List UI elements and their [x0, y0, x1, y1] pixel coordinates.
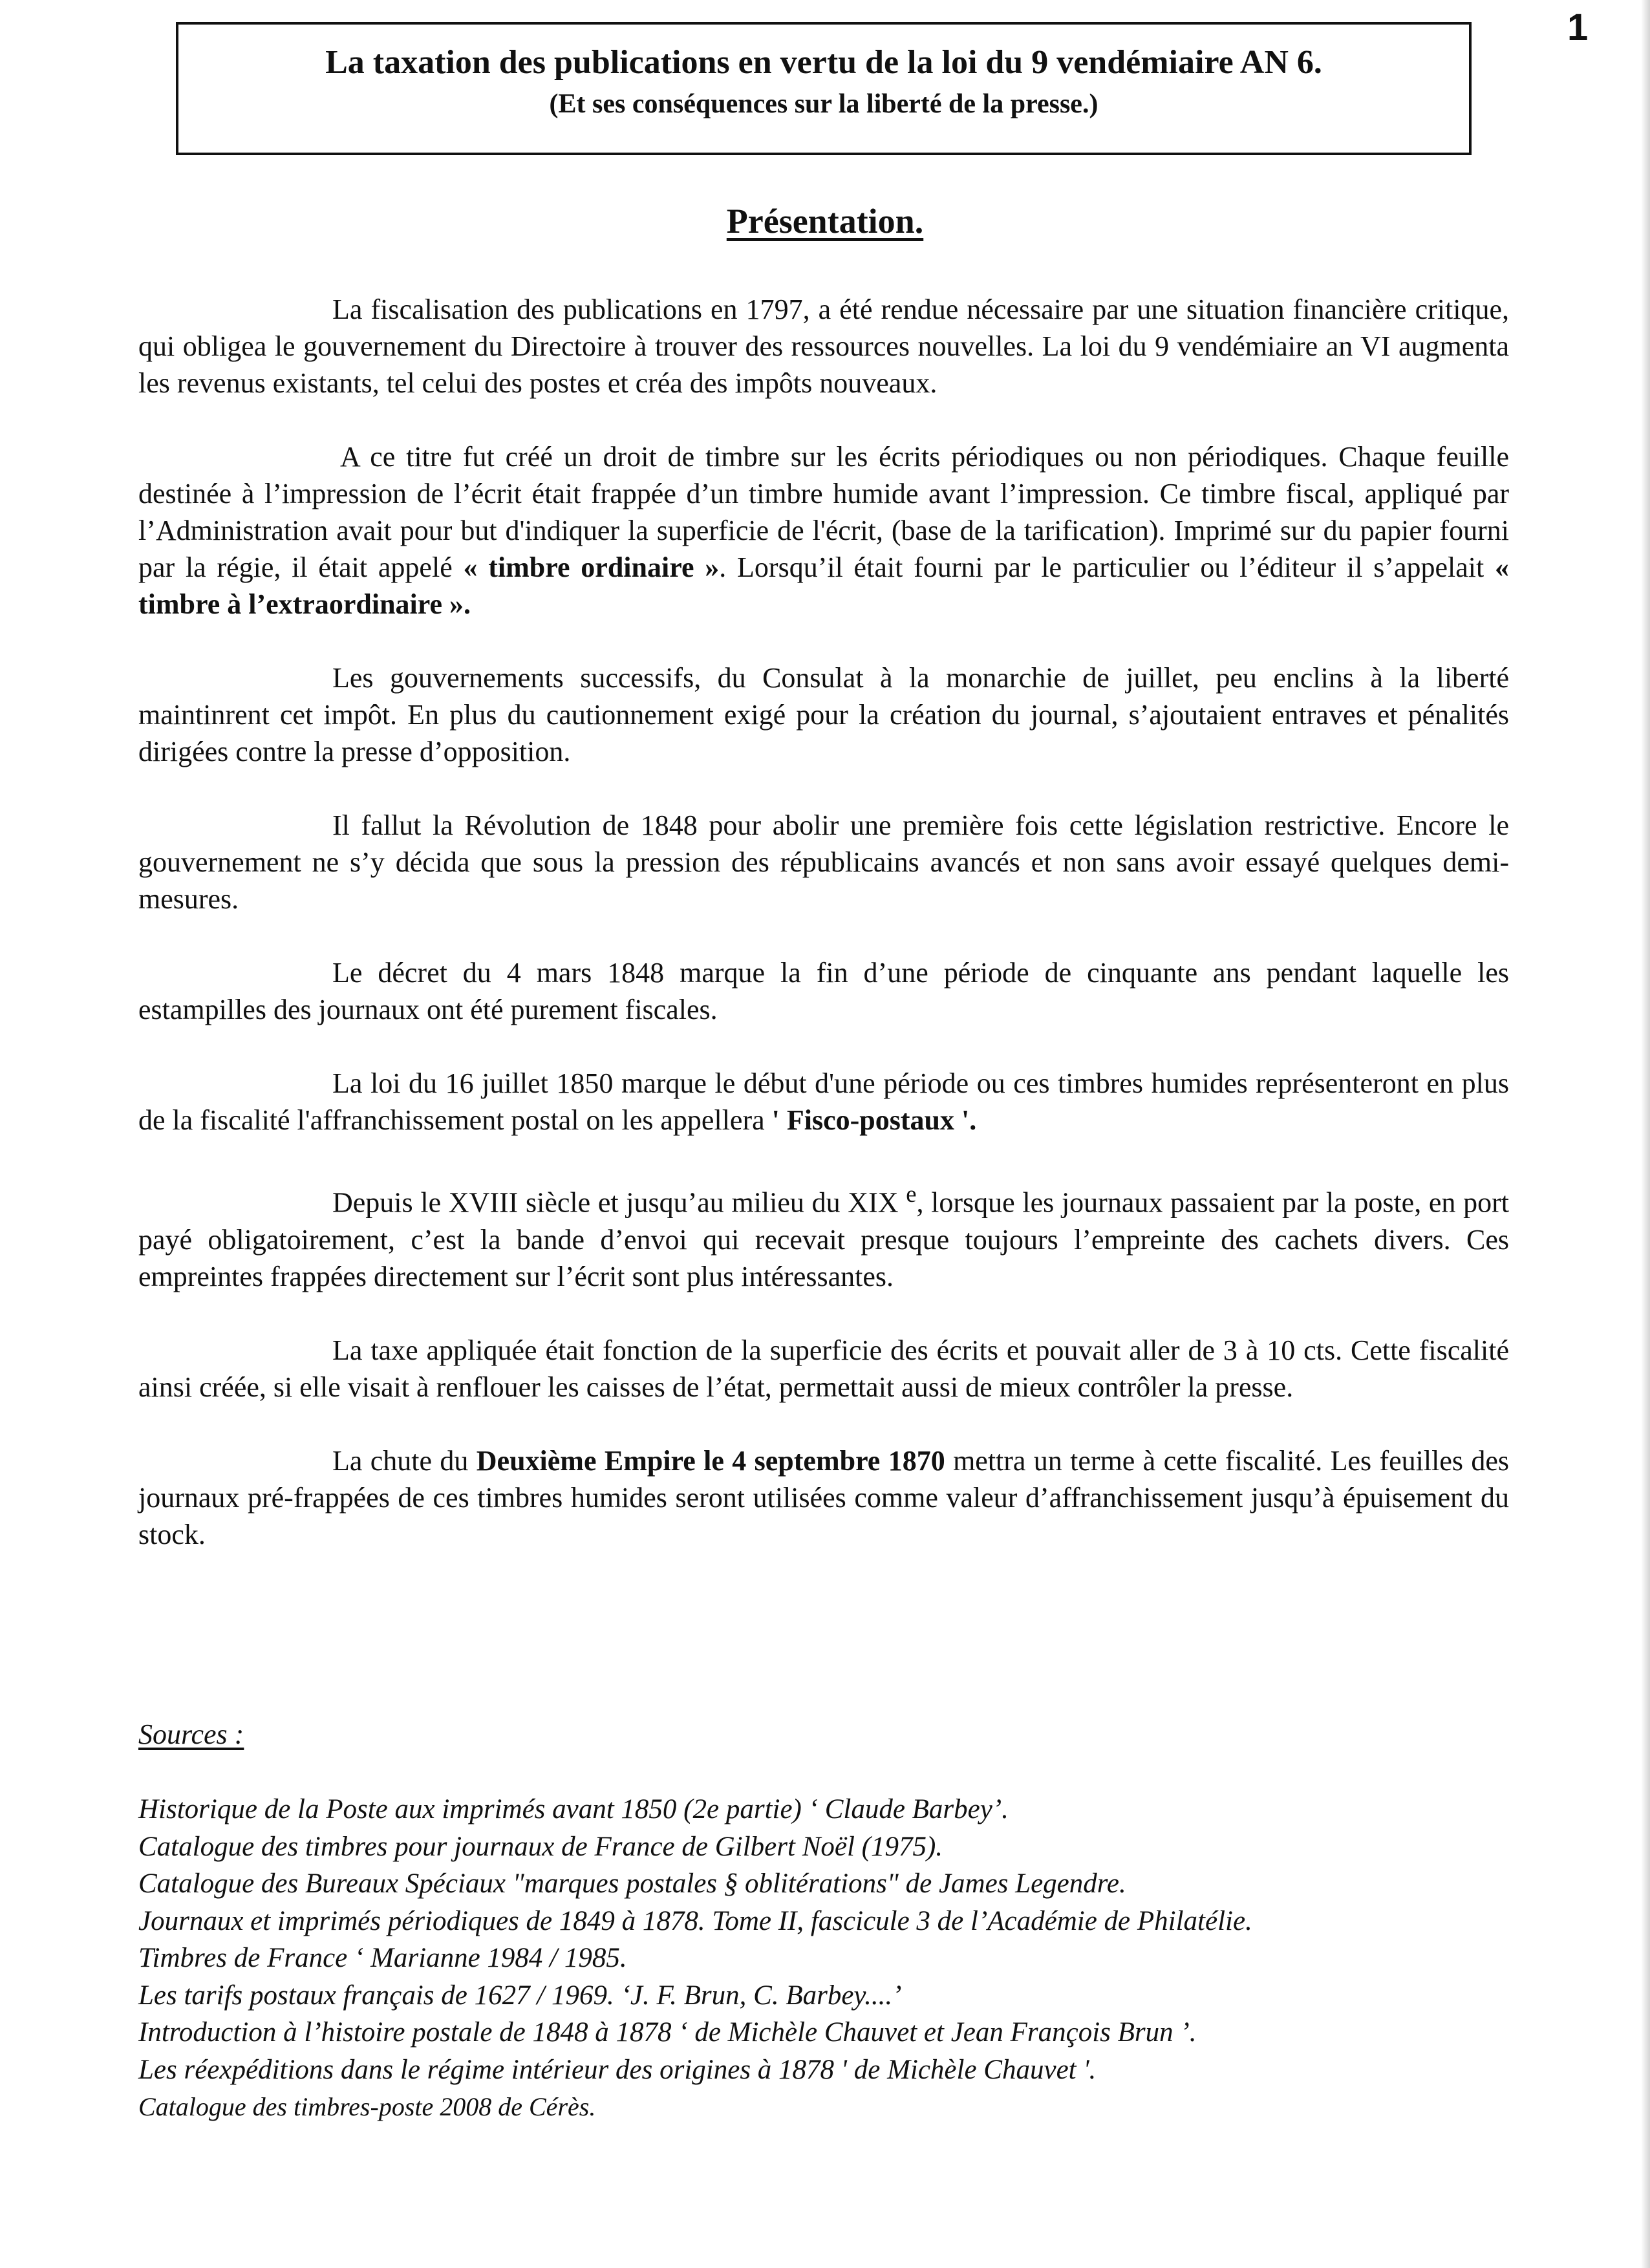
term-timbre-ordinaire: « timbre ordinaire »	[463, 551, 720, 583]
source-item: Les réexpéditions dans le régime intérieur des origines à 1878 ' de Michèle Chauvet '.	[138, 2054, 1097, 2085]
paragraph-3: Les gouvernements successifs, du Consulat à la monarchie de juillet, peu enclins à la liberté maintinrent cet impôt. En plus du cautionnement exigé pour la création du journal, s’ajoutaient entraves et pénalités dirigées contre la presse d’opposition.	[138, 662, 1509, 767]
term-deuxieme-empire: Deuxième Empire le 4 septembre 1870	[476, 1444, 945, 1477]
document-subtitle: (Et ses conséquences sur la liberté de la presse.)	[549, 89, 1098, 119]
superscript-e: e	[906, 1181, 917, 1207]
paragraph-8: La taxe appliquée était fonction de la superficie des écrits et pouvait aller de 3 à 10 cts. Cette fiscalité ainsi créée, si elle visait à renflouer les caisses de l’état, permettait aussi de mieux contrôler la presse.	[138, 1334, 1509, 1403]
section-heading: Présentation.	[726, 202, 924, 241]
source-item: Historique de la Poste aux imprimés avant 1850 (2e partie) ‘ Claude Barbey’.	[138, 1794, 1009, 1824]
sources-list	[138, 1791, 1561, 2126]
body-text	[138, 291, 1509, 1590]
source-item: Journaux et imprimés périodiques de 1849 à 1878. Tome II, fascicule 3 de l’Académie de Philatélie.	[138, 1905, 1252, 1936]
paragraph-1: La fiscalisation des publications en 1797, a été rendue nécessaire par une situation financière critique, qui obligea le gouvernement du Directoire à trouver des ressources nouvelles. La loi du 9 vendémiaire an VI augmenta les revenus existants, tel celui des postes et créa des impôts nouveaux.	[138, 294, 1509, 399]
paragraph-7: Depuis le XVIII siècle et jusqu’au milieu du XIX $^e$, lorsque les journaux passaient par la poste, en port payé obligatoirement, c’est la bande d’envoi qui recevait presque toujours l’empreinte des cachets divers. Ces empreintes frappées directement sur l’écrit sont plus intéressantes.	[138, 1181, 1509, 1292]
document-title: La taxation des publications en vertu de la loi du 9 vendémiaire AN 6.	[325, 44, 1322, 81]
source-item: Introduction à l’histoire postale de 1848 à 1878 ‘ de Michèle Chauvet et Jean François Brun ’.	[138, 2017, 1197, 2048]
source-item: Catalogue des timbres pour journaux de France de Gilbert Noël (1975).	[138, 1831, 943, 1862]
sources-title: Sources :	[138, 1718, 244, 1750]
paragraph-6: La loi du 16 juillet 1850 marque le début d'une période ou ces timbres humides représenteront en plus de la fiscalité l'affranchissement postal on les appellera ' Fisco-postaux '.	[138, 1067, 1509, 1136]
term-fisco-postaux: ' Fisco-postaux '.	[771, 1104, 977, 1136]
source-item: Timbres de France ‘ Marianne 1984 / 1985.	[138, 1943, 627, 1973]
term-timbre-extraordinaire: « timbre à l’extraordinaire ».	[138, 551, 1510, 620]
page-edge-shadow	[1641, 0, 1650, 2268]
source-item: Les tarifs postaux français de 1627 / 1969. ‘J. F. Brun, C. Barbey....’	[138, 1980, 902, 2011]
source-item: Catalogue des timbres-poste 2008 de Cérès.	[138, 2092, 596, 2121]
source-item: Catalogue des Bureaux Spéciaux "marques postales § oblitérations" de James Legendre.	[138, 1868, 1126, 1899]
page-number: 1	[1567, 6, 1589, 48]
paragraph-5: Le décret du 4 mars 1848 marque la fin d’une période de cinquante ans pendant laquelle les estampilles des journaux ont été purement fiscales.	[138, 957, 1509, 1025]
paragraph-2: A ce titre fut créé un droit de timbre sur les écrits périodiques ou non périodiques. Chaque feuille destinée à l’impression de l’écrit était frappée d’un timbre humide avant l’impression. Ce timbre fiscal, appliqué par l’Administration avait pour but d'indiquer la superficie de l'écrit, (base de la tarification). Imprimé sur du papier fourni par la régie, il était appelé « timbre ordinaire ». Lorsqu’il était fourni par le particulier ou l’éditeur il s’appelait « timbre à l’extraordinaire ».	[138, 441, 1510, 620]
paragraph-4: Il fallut la Révolution de 1848 pour abolir une première fois cette législation restrictive. Encore le gouvernement ne s’y décida que sous la pression des républicains avancés et non sans avoir essayé quelques demi-mesures.	[138, 809, 1509, 915]
title-box	[176, 22, 1472, 155]
paragraph-9: La chute du Deuxième Empire le 4 septembre 1870 mettra un terme à cette fiscalité. Les feuilles des journaux pré-frappées de ces timbres humides seront utilisées comme valeur d’affranchissement jusqu’à épuisement du stock.	[138, 1444, 1509, 1550]
